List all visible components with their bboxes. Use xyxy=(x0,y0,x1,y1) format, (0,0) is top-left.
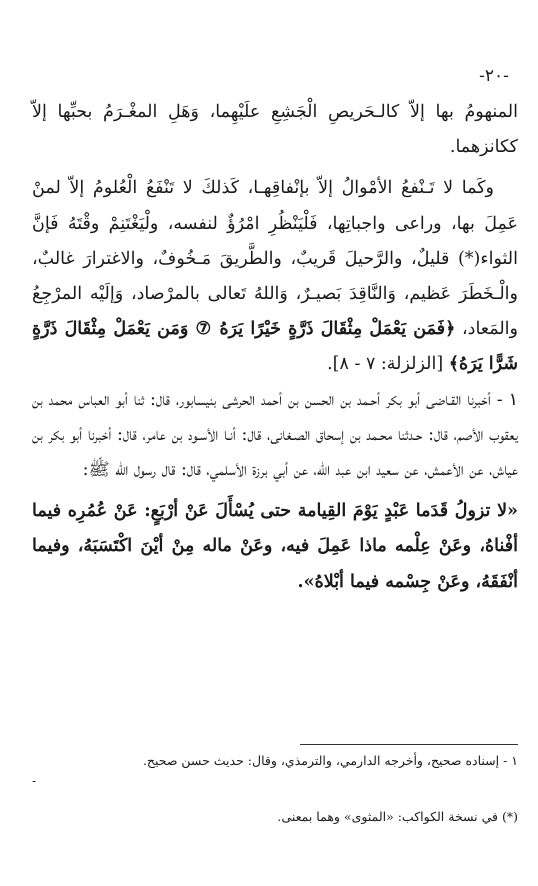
main-text xyxy=(32,95,518,600)
hadith-chain-of-narration: ١ - أخبرنا القـاضى أبو بكر أحـمد بن الحسن بن أحمد الحرشى بنيسابور، قال: ثنا أبو العباس محمد بن يعقوب الأصم، قال: حـدثنا محـمد بن إسحاق الصـغانى، قال: أنـا الأسـود بن عامر، قال: أخبرنا أبو بكر بن عياش، عن الأعمش، عن سعيد ابن عبد الله، عن أبي برزة الأسلمي، قال: قال رسول الله ﷺ: xyxy=(32,389,518,481)
paragraph-2 xyxy=(32,171,518,382)
quran-verse: ﴿فَمَن يَعْمَلْ مِثْقَالَ ذَرَّةٍ خَيْرًا يَرَهُ ⑦ وَمَن يَعْمَلْ مِثْقَالَ ذَرَّةٍ شَرًّا يَرَهُ﴾ xyxy=(32,319,518,375)
footnote-1-continuation: - xyxy=(32,773,37,788)
hadith-text: «لا تزولُ قَدَما عَبْدٍ يَوْمَ القِيامة حتى يُسْأَلَ عَنْ أرْبَعٍ: عَنْ عُمُرِه فيما أفْناهُ، وعَنْ عِلْمه ماذا عَمِلَ فيه، وعَنْ ماله مِنْ أيْنَ اكْتَسَبَهُ، وفيما أنْفَقَهُ، وعَنْ جِسْمه فيما أبْلاهُ». xyxy=(32,501,518,592)
page-number: -٢٠- xyxy=(479,66,509,86)
paragraph-2-text: وكَما لا تَـنْفعُ الأمْوالُ إلاّ بإنْفاقِهـا، كَذلكَ لا تَنْفَعُ الْعُلومُ إلاّ لمنْ عَمِلَ بها، وراعى واجباتِها، فَلْيَنْظُرِ امْرُؤٌ لنفسه، ولْيَغْتَنِمْ وقْتَهُ فَإنَّ الثواء(*) قليلٌ، والرَّحيلَ قَريبٌ، والطَّريقَ مَـخُوفٌ، والاغترارَ غالبٌ، والْـخَطَرَ عَظيم، وَالنَّاقِدَ بَصيـرٌ، وَاللهُ تَعالى بالمرْصاد، وَإلَيْه المرْجِعُ والمَعاد، xyxy=(32,178,518,340)
footnote-1: ١ - إسناده صحيح، وأخرجه الدارمي، والترمذي، وقال: حديث حسن صحيح. xyxy=(142,753,518,768)
footnote-2: (*) في نسخة الكواكب: «المثوى» وهما بمعنى. xyxy=(277,809,518,824)
footnote-divider xyxy=(300,744,518,745)
quran-reference: [الزلزلة: ٧ - ٨]. xyxy=(327,354,444,375)
paragraph-1: المنهومُ بها إلاّ كالـحَريصِ الْجَشِعِ علَيْهِما، وَهَلِ المغْـرَمُ بحبِّها إلاّ ككانزهما. xyxy=(32,102,518,158)
